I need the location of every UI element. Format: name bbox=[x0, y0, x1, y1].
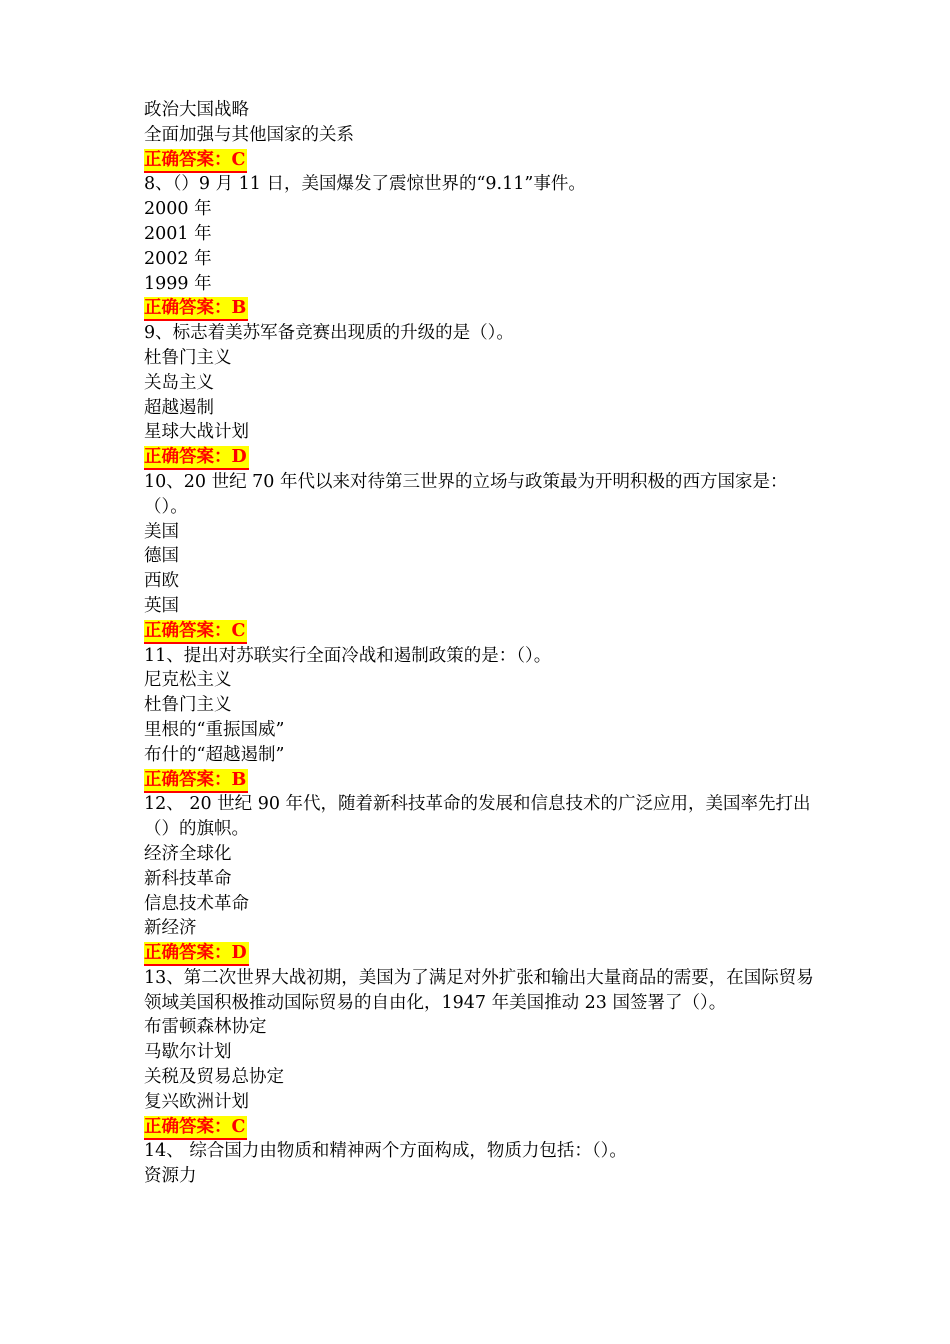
answer-label: 正确答案： bbox=[144, 447, 232, 468]
option-line: 德国 bbox=[144, 546, 179, 567]
question-12-text: 12、 20 世纪 90 年代，随着新科技革命的发展和信息技术的广泛应用，美国率先打出（）的旗帜。 bbox=[144, 794, 811, 840]
answer-label: 正确答案： bbox=[144, 1116, 232, 1137]
option-line: 2002 年 bbox=[144, 248, 212, 269]
answer-label: 正确答案： bbox=[144, 620, 232, 641]
option-line: 全面加强与其他国家的关系 bbox=[144, 124, 354, 145]
answer-letter: B bbox=[231, 298, 247, 319]
option-line: 英国 bbox=[144, 595, 179, 616]
answer-label: 正确答案： bbox=[144, 149, 232, 170]
answer-letter: C bbox=[231, 1116, 246, 1137]
option-line: 政治大国战略 bbox=[144, 100, 249, 120]
answer-line bbox=[144, 296, 814, 321]
option-line: 关岛主义 bbox=[144, 372, 214, 393]
question-8-text: 8、（）9 月 11 日，美国爆发了震惊世界的“9.11”事件。 bbox=[144, 174, 586, 195]
answer-label: 正确答案： bbox=[144, 769, 232, 790]
option-line: 杜鲁门主义 bbox=[144, 695, 232, 716]
answer-letter: D bbox=[231, 943, 247, 964]
correct-answer-highlight bbox=[144, 620, 247, 644]
option-line: 经济全球化 bbox=[144, 843, 232, 864]
answer-label: 正确答案： bbox=[144, 298, 232, 319]
option-line: 1999 年 bbox=[144, 273, 212, 294]
option-line: 新科技革命 bbox=[144, 868, 232, 889]
answer-letter: C bbox=[231, 620, 246, 641]
option-line: 超越遏制 bbox=[144, 397, 214, 418]
option-line: 复兴欧洲计划 bbox=[144, 1091, 249, 1112]
answer-letter: C bbox=[231, 149, 246, 170]
option-line: 马歇尔计划 bbox=[144, 1042, 232, 1063]
answer-line bbox=[144, 768, 814, 793]
correct-answer-highlight bbox=[144, 446, 249, 470]
answer-line bbox=[144, 148, 814, 173]
option-line: 布雷顿森林协定 bbox=[144, 1017, 267, 1038]
answer-line bbox=[144, 1115, 814, 1140]
option-line: 里根的“重振国威” bbox=[144, 719, 285, 740]
correct-answer-highlight bbox=[144, 942, 249, 966]
option-line: 尼克松主义 bbox=[144, 670, 232, 691]
correct-answer-highlight bbox=[144, 1116, 247, 1140]
option-line: 美国 bbox=[144, 521, 179, 542]
question-list bbox=[144, 98, 814, 1189]
correct-answer-highlight bbox=[144, 149, 247, 173]
question-13-text: 13、第二次世界大战初期，美国为了满足对外扩张和输出大量商品的需要，在国际贸易领域美国积极推动国际贸易的自由化，1947 年美国推动 23 国签署了（）。 bbox=[144, 967, 814, 1013]
option-line: 布什的“超越遏制” bbox=[144, 744, 285, 765]
option-line: 关税及贸易总协定 bbox=[144, 1067, 284, 1088]
answer-letter: D bbox=[231, 447, 247, 468]
question-10-text: 10、20 世纪 70 年代以来对待第三世界的立场与政策最为开明积极的西方国家是：（）。 bbox=[144, 471, 788, 517]
answer-line bbox=[144, 445, 814, 470]
option-line: 杜鲁门主义 bbox=[144, 347, 232, 368]
option-line: 信息技术革命 bbox=[144, 893, 249, 914]
answer-line bbox=[144, 619, 814, 644]
answer-letter: B bbox=[231, 769, 247, 790]
option-line: 2001 年 bbox=[144, 223, 212, 244]
question-9-text: 9、标志着美苏军备竞赛出现质的升级的是（）。 bbox=[144, 323, 514, 344]
answer-line bbox=[144, 941, 814, 966]
option-line: 星球大战计划 bbox=[144, 422, 249, 443]
option-line: 资源力 bbox=[144, 1166, 197, 1187]
question-14-text: 14、 综合国力由物质和精神两个方面构成，物质力包括：（）。 bbox=[144, 1141, 627, 1162]
option-line: 新经济 bbox=[144, 918, 197, 939]
option-line: 2000 年 bbox=[144, 199, 212, 220]
answer-label: 正确答案： bbox=[144, 943, 232, 964]
option-line: 西欧 bbox=[144, 571, 179, 592]
question-11-text: 11、提出对苏联实行全面冷战和遏制政策的是：（）。 bbox=[144, 645, 552, 666]
correct-answer-highlight bbox=[144, 769, 248, 793]
correct-answer-highlight bbox=[144, 297, 248, 321]
